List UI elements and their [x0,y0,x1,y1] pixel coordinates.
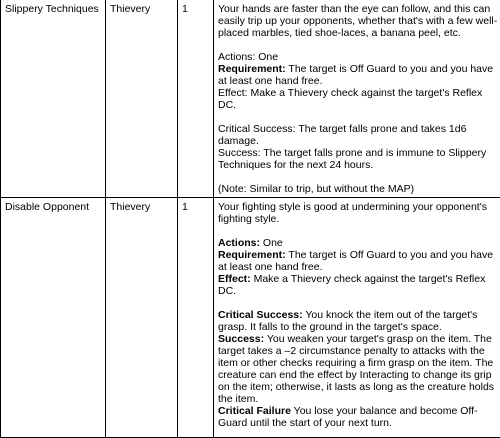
actions-text: Actions: One [218,51,498,63]
note-text: (Note: Similar to trip, but without the MAP) [218,183,498,195]
description-text: Your fighting style is good at undermining your opponent's fighting style. [218,201,498,225]
effect-label: Effect: [218,273,251,285]
actions-text: Actions: One [218,237,498,249]
ability-name-cell: Slippery Techniques [1,0,106,198]
requirement-label: Requirement: [218,63,286,75]
skill-cell: Thievery [106,0,178,198]
description-cell [214,0,500,198]
critical-failure-text: Critical Failure You lose your balance and become Off-Guard until the start of your next turn. [218,405,498,429]
description-text: Your hands are faster than the eye can follow, and this can easily trip up your opponents, whether that's with a few well-placed marbles, tied shoe-laces, a banana peel, etc. [218,3,498,39]
effect-text: Effect: Make a Thievery check against the target's Reflex DC. [218,273,498,297]
critical-success-label: Critical Success: [218,309,303,321]
skill-cell: Thievery [106,198,178,438]
level-cell: 1 [178,198,214,438]
table-row [1,198,500,438]
success-label: Success: [218,333,264,345]
critical-failure-label: Critical Failure [218,405,291,417]
requirement-text: Requirement: The target is Off Guard to you and you have at least one hand free. [218,63,498,87]
description-cell [214,198,500,438]
requirement-label: Requirement: [218,249,286,261]
critical-success-text: Critical Success: The target falls prone and takes 1d6 damage. [218,123,498,147]
requirement-text: Requirement: The target is Off Guard to you and you have at least one hand free. [218,249,498,273]
table-row [1,0,500,198]
effect-text: Effect: Make a Thievery check against the target's Reflex DC. [218,87,498,111]
level-cell: 1 [178,0,214,198]
success-text: Success: You weaken your target's grasp on the item. The target takes a –2 circumstance penalty to attacks with the item or other checks requiring a firm grasp on the item. The creature can end the effect by Interacting to change its grip on the item; otherwise, it lasts as long as the creature holds the item. [218,333,498,405]
success-text: Success: The target falls prone and is immune to Slippery Techniques for the next 24 hours. [218,147,498,171]
ability-name-cell: Disable Opponent [1,198,106,438]
critical-success-text: Critical Success: You knock the item out of the target's grasp. It falls to the ground in the target's space. [218,309,498,333]
actions-label: Actions: [218,237,260,249]
